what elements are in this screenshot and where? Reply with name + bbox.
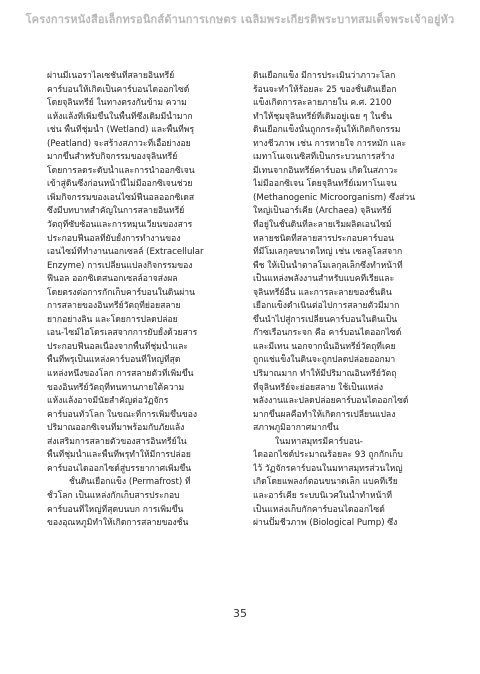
text-line: ไดออกไซด์ประมาณร้อยละ 93 ถูกกักเก็บ — [253, 450, 403, 461]
text-line: ปริมาณออกซิเจนที่มาพร้อมกับภัยแล้ง — [47, 423, 185, 434]
text-line: ทางชีวภาพ เช่น การหายใจ การหมัก และ — [253, 138, 407, 149]
text-line: ของอินทรีย์วัตถุที่ทนทานภายใต้ความ — [47, 382, 185, 393]
text-line: ยากอย่างลิน และโดยการปลดปล่อย — [47, 314, 178, 325]
text-line: พื้นที่ชุ่มน้ำและพื้นที่พรุทำให้มีการปล่อย — [47, 450, 191, 461]
text-line: พื้นที่พรุเป็นแหล่งคาร์บอนที่ใหญ่ที่สุด — [47, 355, 181, 366]
text-line: ถูกแช่แข็งในดินจะถูกปลดปล่อยออกมา — [253, 355, 396, 366]
text-line: ประกอบฟีนอลเนื่องจากพื้นที่ชุ่มน้ำและ — [47, 341, 188, 352]
text-line: เข้าสู่ดินซึ่งก่อนหน้านี้ไม่มีออกซิเจนช่วย — [47, 179, 193, 190]
text-line: ใหญ่เป็นอาร์เคีย (Archaea) จุลินทรีย์ — [253, 206, 392, 217]
text-line: ไว้ วัฏจักรคาร์บอนในมหาสมุทรส่วนใหญ่ — [253, 463, 403, 474]
text-line: ชั้นดินเยือกแข็ง (Permafrost) ที่ — [69, 477, 191, 488]
text-line: วัตถุที่ซับซ้อนและการหมุนเวียนของสาร — [47, 220, 193, 231]
text-line: มีเทนจากอินทรีย์คาร์บอน เกิดในสภาวะ — [253, 165, 398, 176]
text-line: (Methanogenic Microorganism) ซึ่งส่วน — [253, 192, 416, 203]
text-line: พืช ให้เป็นน้ำตาลโมเลกุลเล็กซึ่งทำหน้าที่ — [253, 260, 403, 271]
text-line: เป็นแหล่งเก็บกักคาร์บอนไดออกไซด์ — [253, 504, 385, 515]
text-line: โดยตรงต่อการกักเก็บคาร์บอนในดินผ่าน — [47, 287, 195, 298]
text-line: (Peatland) จะสร้างสภาวะที่เอื้อย่างอย — [47, 138, 191, 149]
text-line: ดินเยือกแข็ง มีการประเมินว่าภาวะโลก — [253, 71, 396, 81]
text-line: หลายชนิดที่สลายสารประกอบคาร์บอน — [253, 233, 394, 244]
text-line: คาร์บอนที่ใหญ่ที่สุดบนบก การเพิ่มขึ้น — [47, 504, 184, 515]
text-line: ส่งเสริมการสลายตัวของสารอินทรีย์ใน — [47, 436, 187, 447]
text-line: โดยจุลินทรีย์ ในทางตรงกันข้าม ความ — [47, 98, 187, 109]
text-line: และอาร์เคีย ระบบนิเวศในน้ำทำหน้าที่ — [253, 490, 393, 501]
text-line: โดยการลดระดับน้ำและการนำออกซิเจน — [47, 165, 195, 176]
text-line: แห้งแล้งอาจมีนัยสำคัญต่อวัฏจักร — [47, 396, 169, 407]
page-number: 35 — [233, 607, 247, 620]
text-line: คาร์บอนไดออกไซด์สู่บรรยากาศเพิ่มขึ้น — [47, 463, 192, 474]
text-line: มากขึ้นผลคือทำให้เกิดการเปลี่ยนแปลง — [253, 409, 396, 420]
text-line: ฟีนอล ออกซิเดสนอกเซลล์อาจส่งผล — [47, 274, 178, 285]
text-line: ขึ้นนำไปสู่การเปลี่ยนคาร์บอนในดินเป็น — [253, 314, 398, 325]
text-line: เอนไซม์ที่ทำงานนอกเซลล์ (Extracellular — [47, 247, 204, 258]
text-line: เอน-ไซม์ไฮโดรเลสจากการยับยั้งด้วยสาร — [47, 328, 198, 339]
text-line: การสลายของอินทรีย์วัตถุที่ย่อยสลาย — [47, 301, 181, 312]
text-line: คาร์บอนให้เกิดเป็นคาร์บอนไดออกไซด์ — [47, 84, 190, 95]
text-line: ประกอบฟีนอลที่ยับยั้งการทำงานของ — [47, 233, 181, 244]
text-line: แหล่งหนึ่งของโลก การสลายตัวที่เพิ่มขึ้น — [47, 369, 194, 380]
text-line: Enzyme) การเปลี่ยนแปลงกิจกรรมของ — [47, 260, 193, 271]
text-line: ที่มีโมเลกุลขนาดใหญ่ เช่น เซลลูโลสจาก — [253, 247, 403, 258]
text-line: ปริมาณมาก ทำให้มีปริมาณอินทรีย์วัตถุ — [253, 369, 397, 380]
text-line: ของอุณหภูมิทำให้เกิดการสลายของชั้น — [47, 518, 189, 529]
text-line: คาร์บอนทั่วโลก ในขณะที่การเพิ่มขึ้นของ — [47, 409, 198, 420]
text-line: ก๊าซเรือนกระจก คือ คาร์บอนไดออกไซด์ — [253, 328, 402, 339]
text-line: เมทาโนเจเนซิสที่เป็นกระบวนการสร้าง — [253, 152, 395, 163]
text-line: มากขึ้นสำหรับกิจกรรมของจุลินทรีย์ — [47, 152, 178, 163]
text-line: ชั้วโลก เป็นแหล่งกักเก็บสารประกอบ — [47, 490, 180, 501]
text-line: เพิ่มกิจกรรมของเอนไซม์ฟีนอลออกซิเดส — [47, 192, 195, 203]
text-line: เช่น พื้นที่ชุ่มน้ำ (Wetland) และพื้นที่พรุ — [47, 125, 195, 136]
text-line: ที่จุลินทรีย์จะย่อยสลาย ใช้เป็นแหล่ง — [253, 382, 384, 393]
text-line: แข็งเกิดการละลายภายใน ค.ศ. 2100 — [253, 98, 392, 109]
text-line: ทำให้ชุมจุลินทรีย์ที่เดิมอยู่เฉย ๆ ในชั้น — [253, 111, 393, 122]
text-line: และมีเทน นอกจากนั้นอินทรีย์วัตถุที่เคย — [253, 341, 396, 352]
text-line: เกิดโดยแพลงก์ตอนขนาดเล็ก แบคทีเรีย — [253, 477, 398, 488]
text-line: จุลินทรีย์อื่น และการละลายของชั้นดิน — [253, 287, 392, 298]
page-header: โครงการหนังสือเล็กทรอนิกส์ด้านการเกษตร เฉลิมพระเกียรติพระบาทสมเด็จพระเจ้าอยู่หัว — [25, 13, 455, 26]
text-line: แห้งแล้งที่เพิ่มขึ้นในพื้นที่ซึ่งเดิมมีน้ำมาก — [47, 111, 193, 122]
text-line: ไม่มีออกซิเจน โดยจุลินทรีย์เมทาโนเจน — [253, 179, 397, 190]
text-line: ดินเยือกแข็งนั้นถูกกระตุ้นให้เกิดกิจกรรม — [253, 125, 401, 136]
text-line: ซึ่งมีบทบาทสำคัญในการสลายอินทรีย์ — [47, 206, 185, 217]
text-line: เยือกแข็งดำเนินต่อไปการสลายตัวมีมาก — [253, 301, 400, 312]
text-line: ในมหาสมุทรมีคาร์บอน- — [275, 436, 363, 447]
right-text-column — [253, 70, 450, 531]
text-line: สภาพภูมิอากาศมากขึ้น — [253, 423, 339, 434]
text-line: ผ่านปั๊มชีวภาพ (Biological Pump) ซึ่ง — [253, 518, 398, 529]
text-line: ผ่านมีเนอราไลเซชันที่สลายอินทรีย์ — [47, 71, 175, 81]
text-line: ที่อยู่ในชั้นดินที่ละลายเริ่มผลิตเอนไซม์ — [253, 220, 392, 231]
text-line: พลังงานและปลดปล่อยคาร์บอนไดออกไซด์ — [253, 396, 409, 407]
text-line: เป็นแหล่งพลังงานสำหรับแบคทีเรียและ — [253, 274, 395, 285]
text-line: ร้อนจะทำให้ร้อยละ 25 ของชั้นดินเยือก — [253, 84, 397, 95]
left-text-column — [47, 70, 244, 531]
